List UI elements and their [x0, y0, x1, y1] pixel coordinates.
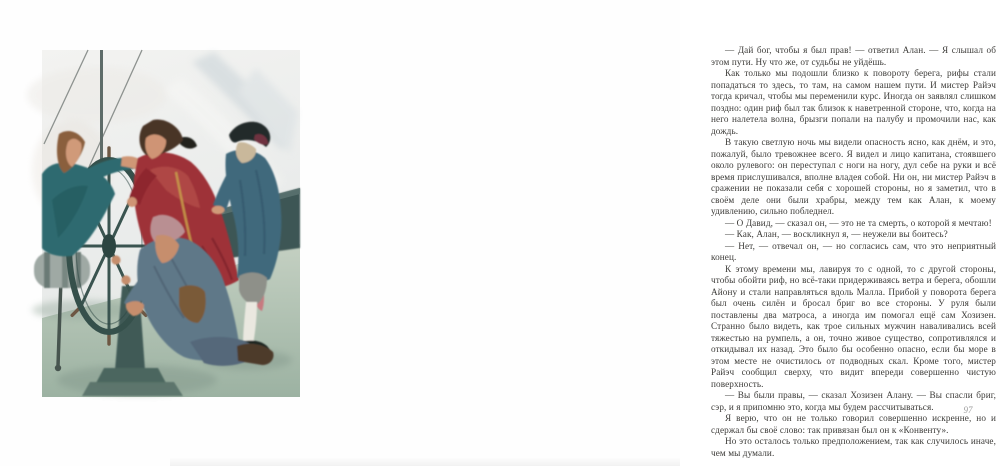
page-right: [340, 0, 996, 466]
illustration-svg: [42, 50, 300, 397]
paragraph: В такую светлую ночь мы видели опасность ясно, как днём, и это, пожалуй, было тревожнее всего. Я видел и лицо капитана, стоявшего около рулевого: он переступал с ноги на ногу, дул себе на руки и всё время прислушивался, вполне владея собой. Ни он, ни мистер Райэч в сражении не показали себя с хорошей стороны, но я заметил, что в своём деле они были храбры, между тем как Алан, к моему удивлению, сильно побледнел.: [711, 137, 996, 216]
body-text: [711, 45, 996, 459]
paragraph: — Нет, — отвечал он, — но согласись сам, что это неприятный конец.: [711, 240, 996, 262]
paragraph: — Вы были правы, — сказал Хозизен Алану. — Вы спасли бриг, сэр, и я припомню это, когда мы будем рассчитываться.: [711, 390, 996, 412]
capstan-drum: [34, 252, 90, 288]
paragraph: Я верю, что он не только говорил совершенно искренне, но и сдержал бы своё слово: так привязан был он к «Конвенту».: [711, 413, 996, 435]
paragraph: Как только мы подошли близко к повороту берега, рифы стали попадаться то здесь, то там, на самом нашем пути. И мистер Райэч тогда кричал, чтобы мы переменили курс. Иногда он заявлял слишком поздно: один риф был так близок к наветренной стороне, что, когда на него налетела волна, брызги попали на палубу и промочили нас, как дождь.: [711, 68, 996, 136]
page-left: [0, 0, 340, 466]
paragraph: — Как, Алан, — воскликнул я, — неужели вы боитесь?: [725, 229, 948, 239]
paragraph: Но это осталось только предположением, так как случилось иначе, чем мы думали.: [711, 436, 996, 458]
paragraph: К этому времени мы, лавируя то с одной, то с другой стороны, чтобы обойти риф, но всё-таки придерживаясь ветра и берега, обошли Айону и стали направляться вдоль Малла. Прибой у поворота берега был очень силён и бросал бриг во все стороны. У руля были поставлены два матроса, а иногда им помогал ещё сам Хозизен. Странно было видеть, как трое сильных мужчин наваливались всей тяжестью на румпель, а он, точно живое существо, сопротивлялся и откидывал их назад. Это было бы особенно опасно, если бы море в этом месте не очистилось от подводных скал. Кроме того, мистер Райэч сообщил сверху, что видит впереди совершенно чистую поверхность.: [711, 263, 996, 389]
paragraph: — Дай бог, чтобы я был прав! — ответил Алан. — Я слышал об этом пути. Ну что же, от судьбы не уйдёшь.: [711, 45, 996, 67]
illustration-ship-wheel: [42, 50, 300, 397]
paragraph: — О Давид, — сказал он, — это не та смерть, о которой я мечтаю!: [725, 217, 992, 228]
page-number: 97: [963, 405, 973, 415]
